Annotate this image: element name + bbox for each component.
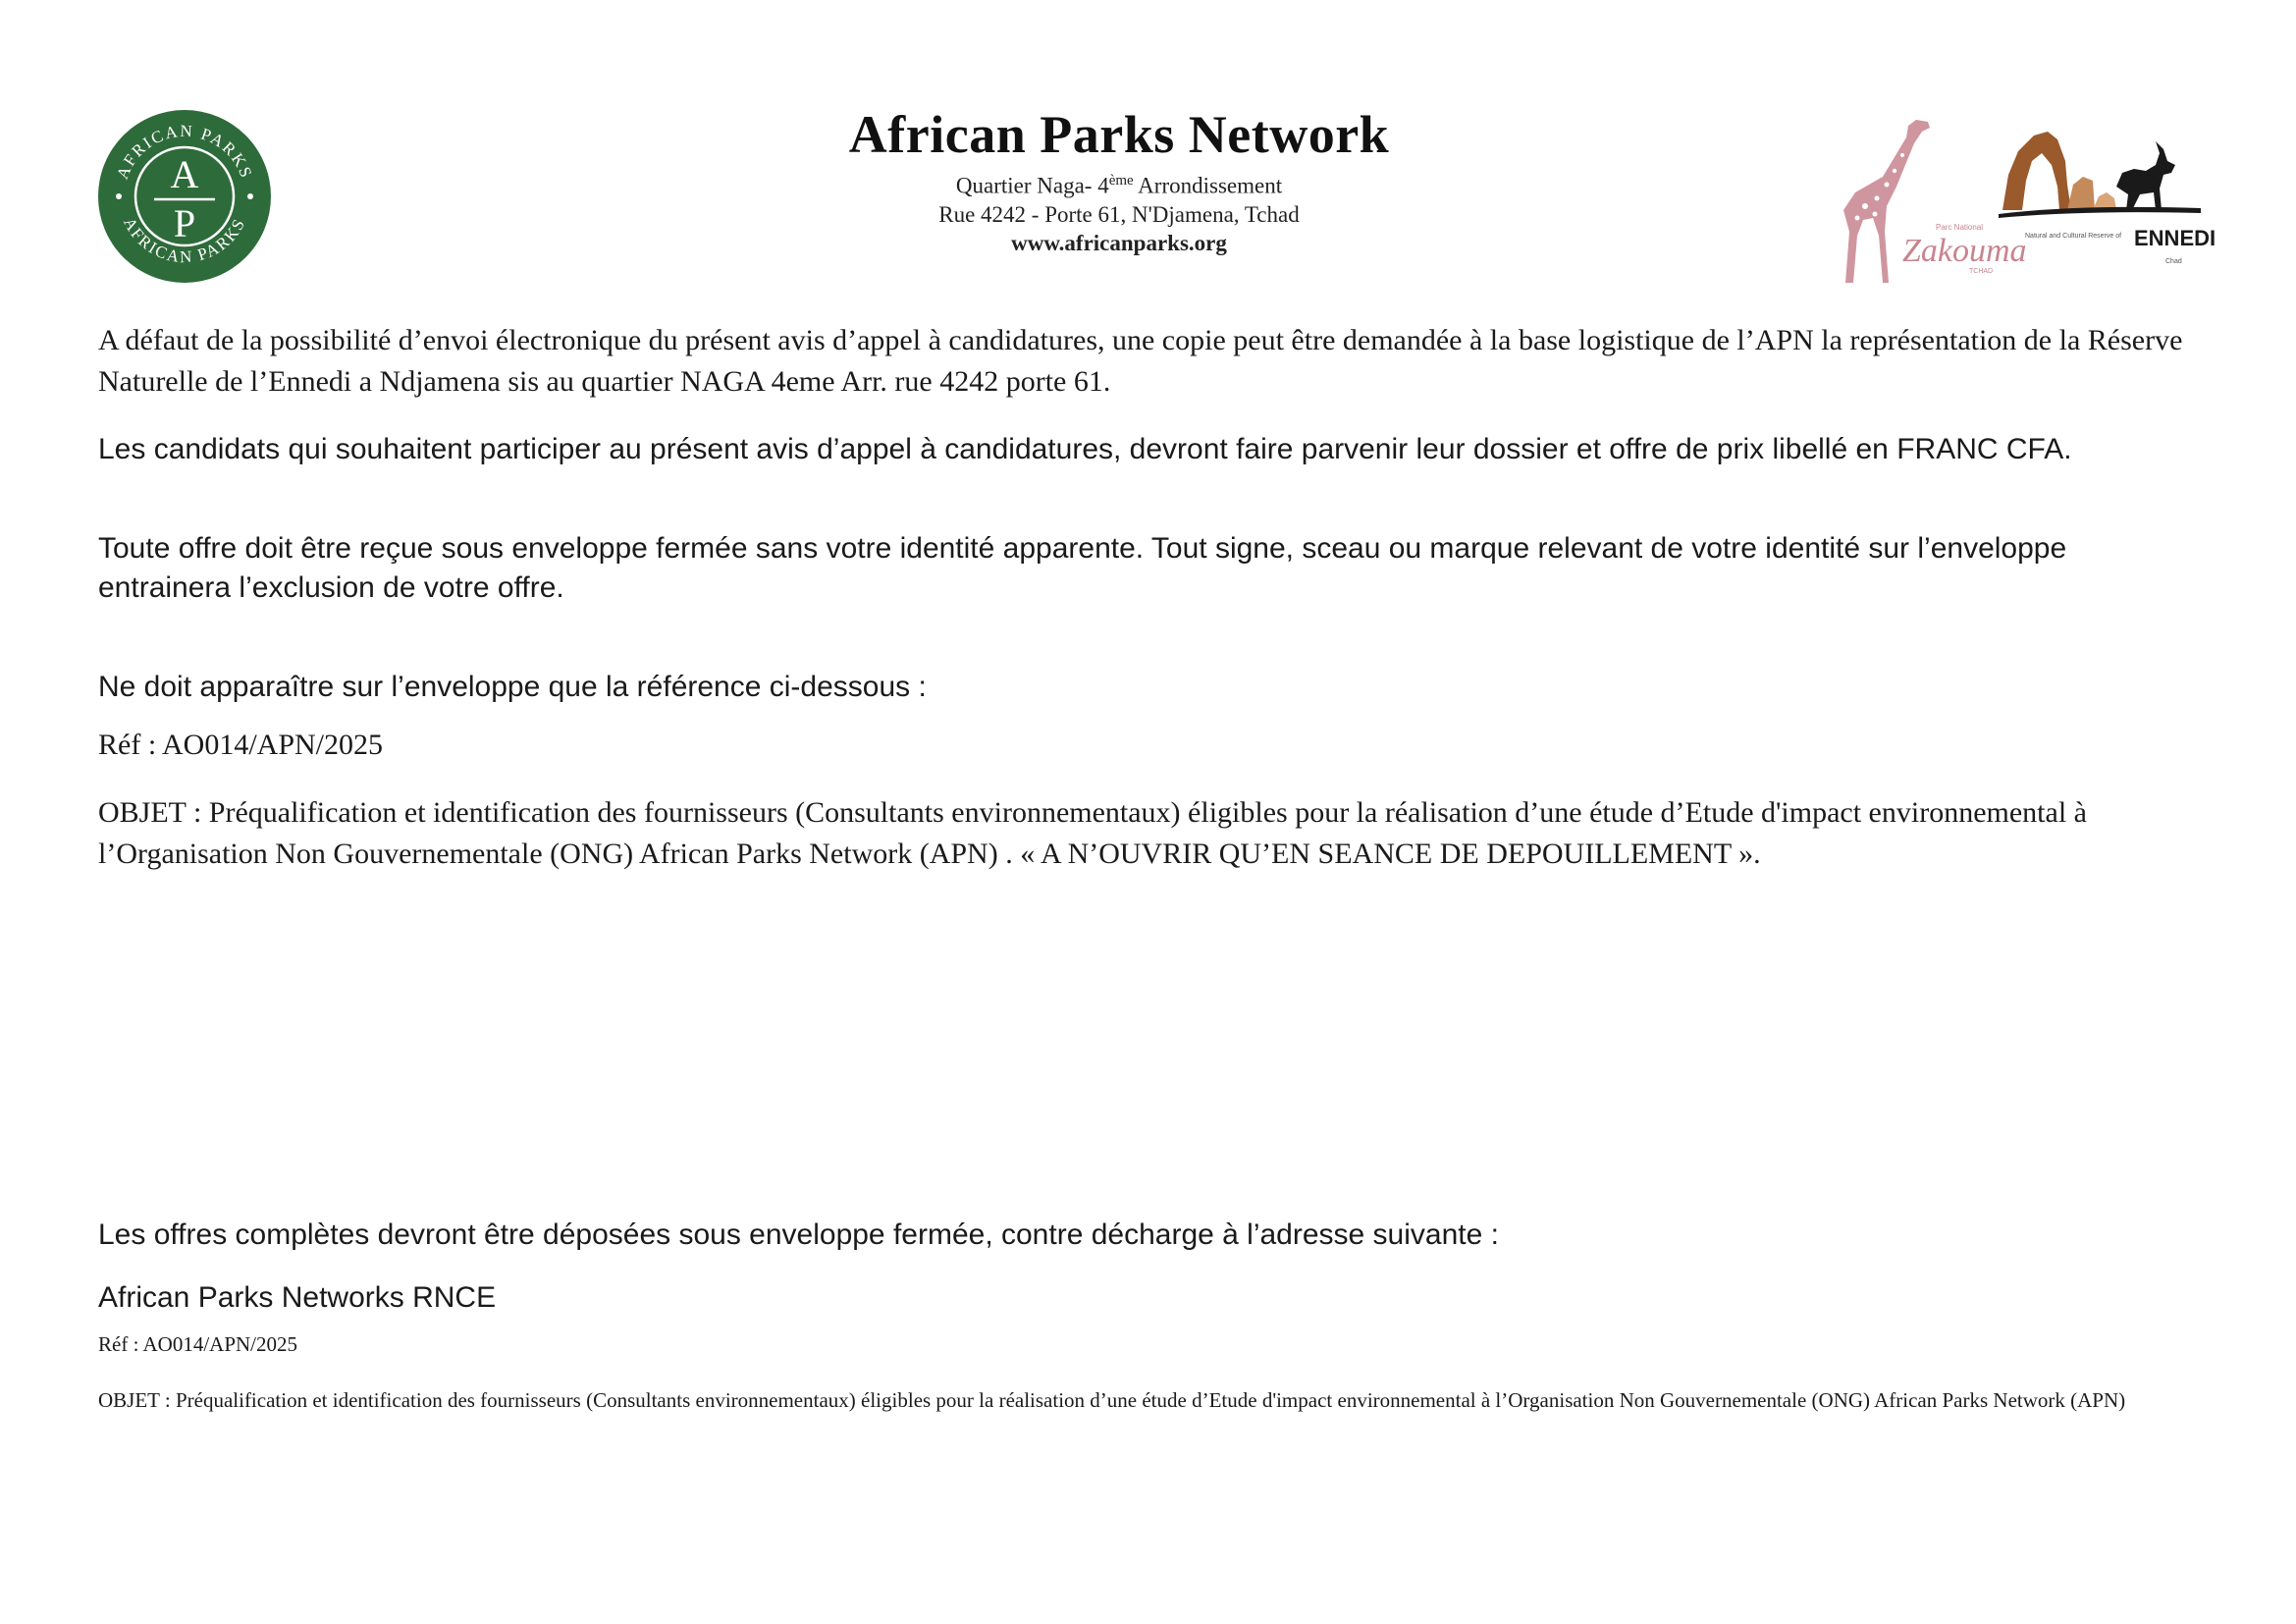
paragraph-electronic-copy: A défaut de la possibilité d’envoi électronique du présent avis d’appel à candidatures, une copie peut être demandée à la base logistique de l’APN la représentation de la Réserve Naturelle de l’Ennedi a Ndjamena sis au quartier NAGA 4eme Arr. rue 4242 porte 61. <box>98 324 2183 398</box>
objet-paragraph-small: OBJET : Préqualification et identification des fournisseurs (Consultants environnementaux) éligibles pour la réalisation d’une étude d’Etude d'impact environnemental à l’Organisation Non Gouvernementale (ONG) African Parks Network (APN) <box>98 1388 2126 1412</box>
address-line-1: Quartier Naga- 4ème Arrondissement <box>955 173 1283 198</box>
seal-letter-a: A <box>170 152 199 196</box>
letterhead <box>687 102 1551 257</box>
reference-number-small: Réf : AO014/APN/2025 <box>98 1332 298 1356</box>
ennedi-small-left: Natural and Cultural Reserve of <box>2025 233 2122 240</box>
paragraph-candidates: Les candidats qui souhaitent participer au présent avis d’appel à candidatures, devront faire parvenir leur dossier et offre de prix libellé en FRANC CFA. <box>98 433 2072 465</box>
organization-name: African Parks Network <box>848 105 1390 164</box>
zakouma-label: Zakouma <box>1902 233 2027 269</box>
park-logos <box>1826 116 2218 289</box>
zakouma-small-top: Parc National <box>1936 223 1984 232</box>
seal-ring-text-top: AFRICAN PARKS <box>112 121 257 182</box>
paragraph-envelope-reference: Ne doit apparaître sur l’enveloppe que la référence ci-dessous : <box>98 671 927 703</box>
zakouma-small-bottom: TCHAD <box>1969 268 1994 275</box>
reference-number: Réf : AO014/APN/2025 <box>98 729 384 761</box>
address-name: African Parks Networks RNCE <box>98 1281 497 1314</box>
objet-paragraph: OBJET : Préqualification et identification des fournisseurs (Consultants environnementaux) éligibles pour la réalisation d’une étude d’Etude d'impact environnemental à l’Organisation Non Gouvernementale (ONG) African Parks Network (APN) . « A N’OUVRIR QU’EN SEANCE DE DEPOUILLEMENT ». <box>98 796 2087 870</box>
seal-letter-p: P <box>173 201 196 245</box>
ennedi-small-bottom: Chad <box>2165 258 2182 265</box>
paragraph-submission-address: Les offres complètes devront être déposées sous enveloppe fermée, contre décharge à l’adresse suivante : <box>98 1218 1499 1251</box>
seal-ring-text-bottom: AFRICAN PARKS <box>120 214 249 267</box>
ennedi-label: ENNEDI <box>2134 226 2216 250</box>
website-link[interactable]: www.africanparks.org <box>1011 230 1227 255</box>
address-line-2: Rue 4242 - Porte 61, N'Djamena, Tchad <box>938 201 1300 227</box>
ennedi-arch-ibex-icon <box>1999 132 2201 218</box>
african-parks-seal-icon <box>97 109 272 284</box>
paragraph-sealed-envelope: Toute offre doit être reçue sous enveloppe fermée sans votre identité apparente. Tout signe, sceau ou marque relevant de votre identité sur l’enveloppe entrainera l’exclusion de votre offre. <box>98 532 2067 604</box>
